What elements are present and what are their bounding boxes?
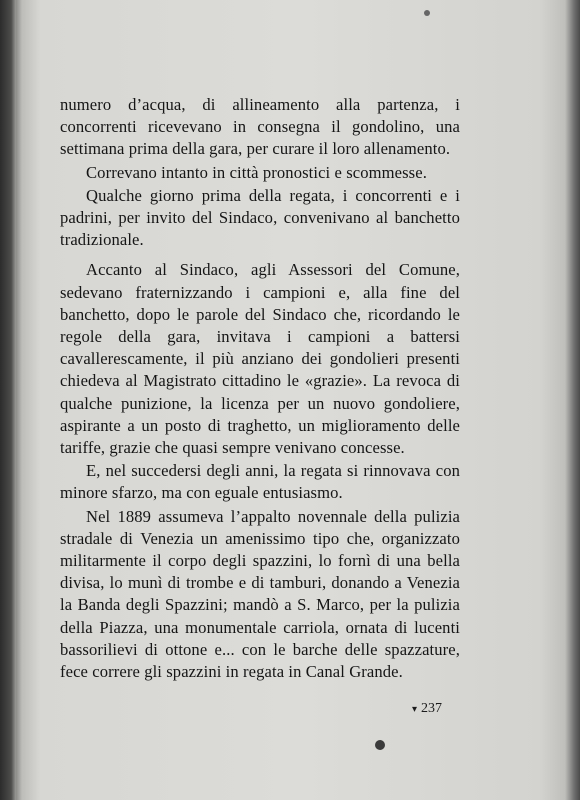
paragraph-6: Nel 1889 assumeva l’appalto novennale della pulizia stradale di Venezia un amenissimo tipo che, organizzato militarmente il corpo degli spazzini, lo fornì di una bella divisa, lo munì di trombe e di tamburi, donando a Venezia la Banda degli Spazzini; mandò a S. Marco, per la pulizia della Piazza, una monumentale carriola, ornata di lucenti bassorilievi di ottone e... con le barche delle spazzature, fece correre gli spazzini in regata in Canal Grande. (60, 506, 460, 682)
paragraph-2: Correvano intanto in città pronostici e scommesse. (86, 162, 427, 182)
page-number: 237 (421, 701, 442, 716)
paragraph-5: E, nel succedersi degli anni, la regata si rinnovava con minore sfarzo, ma con eguale entusiasmo. (60, 461, 460, 503)
paragraph-3: Qualche giorno prima della regata, i concorrenti e i padrini, per invito del Sindaco, convenivano al banchetto tradizionale. (60, 185, 460, 250)
paragraph-1: numero d’acqua, di allineamento alla partenza, i concorrenti ricevevano in consegna il gondolino, una settimana prima della gara, per curare il loro allenamento. (60, 95, 460, 159)
paragraph-4: Accanto al Sindaco, agli Assessori del Comune, sedevano fraternizzando i campioni e, alla fine del banchetto, dopo le parole del Sindaco che, ricordando le regole della gara, invitava i campioni a battersi cavallerescamente, il più anziano dei gondolieri presenti chiedeva al Magistrato cittadino le «grazie». La revoca di qualche punizione, la licenza per un nuovo gondoliere, aspirante a un posto di traghetto, un miglioramento delle tariffe, grazie che quasi sempre venivano concesse. (60, 260, 460, 458)
ink-speck (424, 10, 430, 16)
book-binding-edge (0, 0, 16, 800)
page-footer (60, 701, 442, 717)
page-text (60, 94, 460, 683)
ink-speck (375, 740, 385, 750)
footer-marker-icon: ▾ (411, 704, 417, 715)
